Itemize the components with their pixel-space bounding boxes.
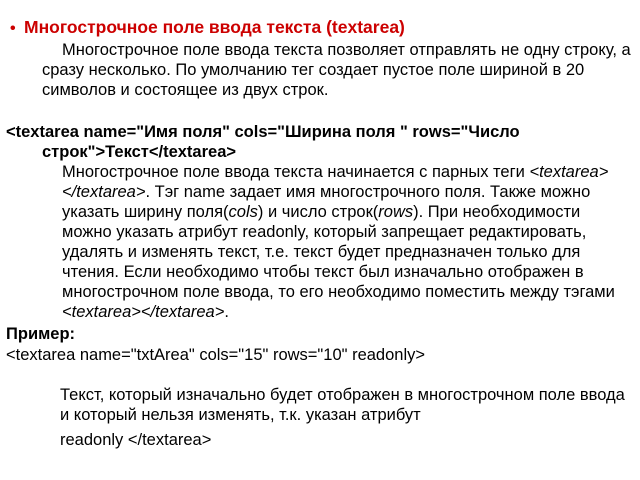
description-paragraph [42,162,634,322]
example-code-open-tag: <textarea name="txtArea" cols="15" rows="10" readonly> [6,346,426,364]
desc-part-2: . Тэг name задает имя многострочного поля. Также можно указать ширину поля( [62,183,591,221]
example-text: Текст, который изначально будет отображен в многострочном поле ввода и который нельзя изменять, т.к. указан атрибут [60,386,625,424]
title-text: Многострочное поле ввода текста (textarea) [24,17,405,37]
desc-code-rows: rows [378,203,414,221]
description-text [42,162,634,322]
desc-code-2: <textarea></textarea> [62,303,225,321]
tag-syntax-line-2: строк">Текст</textarea> [42,143,237,161]
tag-syntax-line-1: <textarea name="Имя поля" cols="Ширина поля " rows="Число [6,123,520,141]
bullet-icon: • [10,20,16,37]
desc-part-1: Многострочное поле ввода текста начинается с парных теги [62,163,530,181]
desc-part-3: ) и число строк( [257,203,379,221]
desc-part-4: ). При необходимости можно указать атрибут readonly, который запрещает редактировать, удалять и изменять текст, т.е. текст будет предназначен только для чтения. Если необходимо чтобы текст был изначально отображен в многострочном поле ввода, то его необходимо поместить между тэгами [62,203,615,301]
example-code-close-tag: readonly </textarea> [60,431,212,449]
tag-syntax [6,122,632,162]
slide-title [10,16,630,40]
desc-part-5: . [224,303,229,321]
desc-code-cols: cols [228,203,258,221]
desc-code-1: <textarea></textarea> [62,163,609,201]
example-label: Пример: [6,325,76,343]
intro-paragraph: Многострочное поле ввода текста позволяет отправлять не одну строку, а сразу несколько. По умолчанию тег создает пустое поле шириной в 20 символов и состоящее из двух строк. [42,41,631,99]
